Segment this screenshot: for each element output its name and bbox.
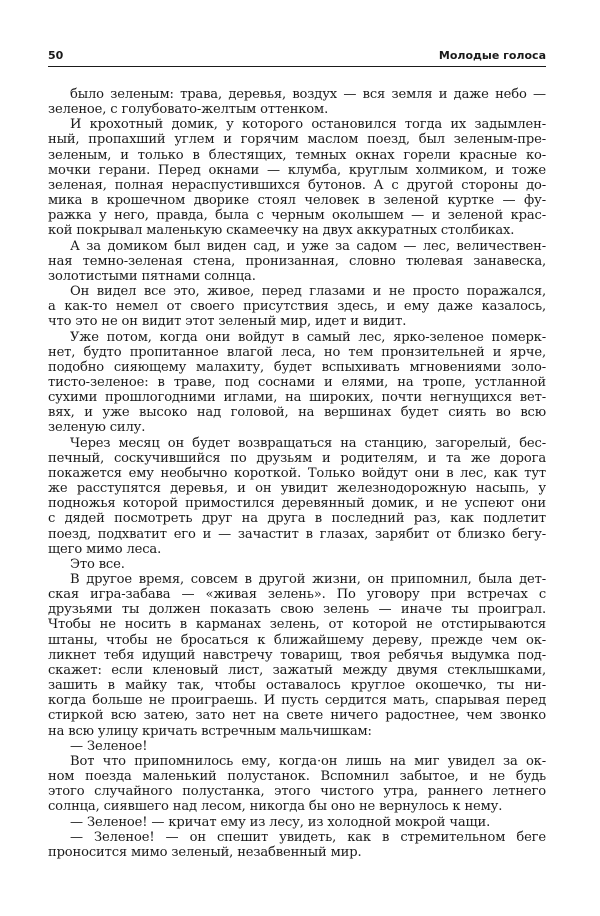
text-line: этого случайного полустанка, этого чистого утра, раннего летнего [48, 784, 546, 800]
text-line: ражка у него, правда, была с черным околышем — и зеленой крас- [48, 208, 546, 224]
text-line: подножья которой примостился деревянный домик, и не успеют они [48, 496, 546, 512]
paragraph [48, 815, 546, 830]
text-line: золотистыми пятнами солнца. [48, 268, 256, 284]
text-line: — Зеленое! — кричат ему из лесу, из холодной мокрой чащи. [70, 814, 491, 830]
text-line: — Зеленое! — он спешит увидеть, как в стремительном беге [70, 829, 546, 845]
text-line: щего мимо леса. [48, 541, 162, 557]
text-line: зашить в майку так, чтобы оставалось круглое окошечко, ты ни- [48, 678, 546, 694]
text-line: Через месяц он будет возвращаться на станцию, загорелый, бес- [70, 435, 546, 451]
text-line: А за домиком был виден сад, и уже за садом — лес, величествен- [70, 238, 546, 254]
text-line: Вот что припомнилось ему, когда·он лишь на миг увидел за ок- [70, 753, 546, 769]
text-line: ликнет тебя идущий навстречу товарищ, твоя ребячья выдумка под- [48, 647, 546, 663]
page-number: 50 [48, 49, 64, 62]
text-line: а как-то немел от своего присутствия здесь, и ему даже казалось, [48, 299, 546, 315]
text-line: И крохотный домик, у которого остановился тогда их задымлен- [70, 117, 546, 133]
text-line: проносится мимо зеленый, незабвенный мир. [48, 844, 362, 860]
text-line: — Зеленое! [70, 738, 148, 754]
text-line: вях, и уже высоко над головой, на вершинах будет сиять во всю [48, 405, 546, 421]
text-line: зеленое, с голубовато-желтым оттенком. [48, 102, 329, 118]
text-line: зеленую силу. [48, 420, 146, 436]
text-line: же расступятся деревья, и он увидит железнодорожную насыпь, у [48, 481, 546, 497]
text-line: на всю улицу кричать встречным мальчишкам: [48, 723, 372, 739]
text-line: В другое время, совсем в другой жизни, он припомнил, была дет- [70, 572, 546, 587]
body-text [48, 87, 546, 860]
text-line: Чтобы не носить в карманах зелень, от которой не отстирываются [48, 617, 546, 633]
text-line: покажется ему необычно короткой. Только войдут они в лес, как тут [48, 465, 546, 481]
paragraph [48, 436, 546, 557]
header-rule [48, 66, 546, 67]
text-line: что это не он видит этот зеленый мир, идет и видит. [48, 314, 407, 330]
text-line: ном поезда маленький полустанок. Вспомнил забытое, и не будь [48, 769, 546, 785]
text-line: ская игра-забава — «живая зелень». По уговору при встречах с [48, 587, 546, 603]
text-line: подобно сияющему малахиту, будет вспыхивать мгновениями золо- [48, 359, 546, 375]
paragraph [48, 284, 546, 329]
paragraph [48, 557, 546, 572]
paragraph [48, 239, 546, 284]
text-line: мика в крошечном дворике стоял человек в зеленой куртке — фу- [48, 193, 546, 209]
text-line: друзьями ты должен показать свою зелень — иначе ты проиграл. [48, 602, 546, 618]
text-line: когда больше не проиграешь. И пусть сердится мать, спарывая перед [48, 693, 546, 709]
paragraph [48, 117, 546, 238]
text-line: Он видел все это, живое, перед глазами и не просто поражался, [70, 284, 546, 300]
text-line: мочки герани. Перед окнами — клумба, круглым холмиком, и тоже [48, 162, 546, 178]
text-line: скажет: если кленовый лист, зажатый между двумя стеклышками, [48, 662, 546, 678]
text-line: зеленая, полная нераспустившихся бутонов. А с другой стороны до- [48, 177, 546, 193]
text-line: печный, соскучившийся по друзьям и родителям, и та же дорога [48, 450, 546, 466]
paragraph [48, 830, 546, 860]
text-line: штаны, чтобы не бросаться к ближайшему дереву, прежде чем ок- [48, 632, 546, 648]
text-line: тисто-зеленое: в траве, под соснами и елями, на тропе, устланной [48, 374, 546, 390]
page-header [48, 49, 546, 65]
paragraph [48, 754, 546, 815]
text-line: Уже потом, когда они войдут в самый лес, ярко-зеленое померк- [70, 329, 546, 345]
text-line: солнца, сиявшего над лесом, никогда бы оно не вернулось к нему. [48, 799, 503, 815]
paragraph [48, 87, 546, 117]
text-line: нет, будто пропитанное влагой леса, но тем пронзительней и ярче, [48, 344, 546, 360]
text-line: было зеленым: трава, деревья, воздух — вся земля и даже небо — [70, 87, 546, 102]
text-line: с дядей посмотреть друг на друга в последний раз, как подлетит [48, 511, 546, 527]
paragraph [48, 739, 546, 754]
text-line: Это все. [70, 556, 125, 572]
text-line: зеленым, и только в блестящих, темных окнах горели красные ко- [48, 147, 546, 163]
running-title: Молодые голоса [438, 49, 546, 62]
text-line: сухими прошлогодними иглами, на широких, почти негнущихся вет- [48, 390, 546, 406]
paragraph [48, 330, 546, 436]
text-line: ный, пропахший углем и горячим маслом поезд, был зеленым-пре- [48, 132, 546, 148]
text-line: поезд, подхватит его и — зачастит в глазах, зарябит от близко бегу- [48, 526, 546, 542]
text-line: стиркой всю затею, зато нет на свете ничего радостнее, чем звонко [48, 708, 546, 724]
text-line: кой покрывал маленькую скамеечку на двух аккуратных столбиках. [48, 223, 515, 239]
text-line: ная темно-зеленая стена, пронизанная, словно тюлевая занавеска, [48, 253, 546, 269]
paragraph [48, 572, 546, 739]
